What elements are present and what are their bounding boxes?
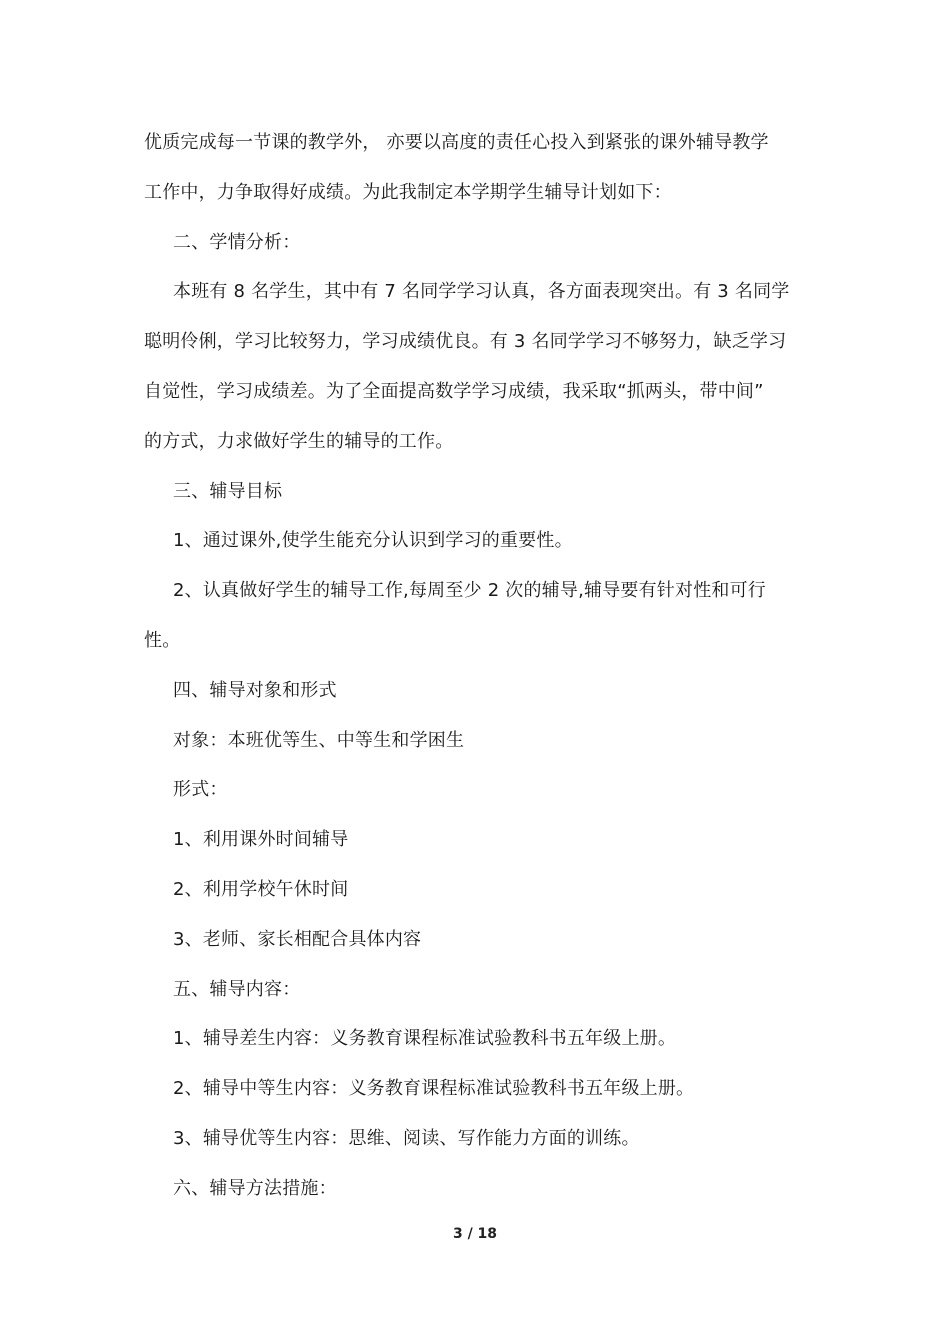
section-heading-5: 五、辅导内容： [173,978,301,1000]
paragraph-line: 性。 [144,629,181,651]
paragraph-line: 工作中，力争取得好成绩。为此我制定本学期学生辅导计划如下： [144,181,672,203]
list-item: 3、辅导优等生内容：思维、阅读、写作能力方面的训练。 [173,1127,640,1149]
section-heading-4: 四、辅导对象和形式 [173,679,337,701]
list-item: 2、辅导中等生内容：义务教育课程标准试验教科书五年级上册。 [173,1078,695,1100]
paragraph-line: 本班有 8 名学生，其中有 7 名同学学习认真，各方面表现突出。有 3 名同学 [173,281,790,303]
page-number: 3 / 18 [452,1226,498,1242]
list-item: 2、认真做好学生的辅导工作,每周至少 2 次的辅导,辅导要有针对性和可行 [173,580,766,602]
section-heading-3: 三、辅导目标 [173,480,283,502]
list-item: 2、利用学校午休时间 [173,878,349,900]
document-body [144,118,812,1214]
paragraph-line: 自觉性，学习成绩差。为了全面提高数学学习成绩，我采取“抓两头，带中间” [144,380,764,402]
paragraph-line: 形式： [173,779,228,801]
paragraph-line: 对象：本班优等生、中等生和学困生 [173,729,465,751]
list-item: 3、老师、家长相配合具体内容 [173,928,422,950]
section-heading-2: 二、学情分析： [173,231,301,253]
paragraph-line: 聪明伶俐，学习比较努力，学习成绩优良。有 3 名同学学习不够努力，缺乏学习 [144,331,787,353]
paragraph-line: 优质完成每一节课的教学外， 亦要以高度的责任心投入到紧张的课外辅导教学 [144,132,769,153]
section-heading-6: 六、辅导方法措施： [173,1177,337,1199]
list-item: 1、辅导差生内容：义务教育课程标准试验教科书五年级上册。 [173,1028,677,1050]
paragraph-line: 的方式，力求做好学生的辅导的工作。 [144,430,454,452]
list-item: 1、通过课外,使学生能充分认识到学习的重要性。 [173,530,573,552]
list-item: 1、利用课外时间辅导 [173,829,349,851]
